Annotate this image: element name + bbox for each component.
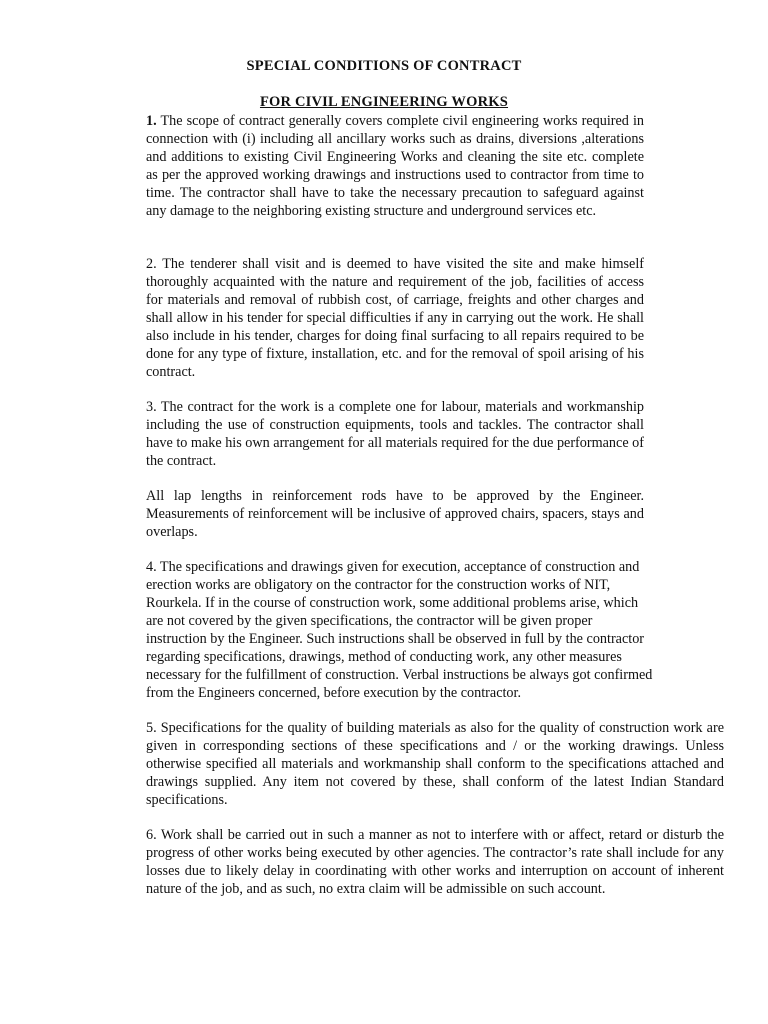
document-title: SPECIAL CONDITIONS OF CONTRACT [246,58,522,74]
paragraph-1-text: The scope of contract generally covers complete civil engineering works required in connection with (i) including all ancillary works such as drains, diversions ,alterations and additions to existing Civil Engineering Works and cleaning the site etc. complete as per the approved working drawings and instructions used to contractor from time to time. The contractor shall have to take the necessary precaution to safeguard against any damage to the neighboring existing structure and underground services etc. [146,113,644,219]
paragraph-5: 5. Specifications for the quality of building materials as also for the quality of construction work are given in corresponding sections of these specifications and / or the working drawings. Unless otherwise specified all materials and workmanship shall conform to the specifications attached and drawings supplied. Any item not covered by these, shall conform of the latest Indian Standard specifications. [146,720,724,808]
paragraph-2: 2. The tenderer shall visit and is deemed to have visited the site and make himself thoroughly acquainted with the nature and requirement of the job, facilities of access for materials and removal of rubbish cost, of carriage, freights and other charges and shall allow in his tender for special difficulties if any in carrying out the work. He shall also include in his tender, charges for doing final surfacing to all repairs required to be done for any type of fixture, installation, etc. and for the removal of spoil arising of his contract. [146,256,644,380]
paragraph-1 [146,112,644,220]
paragraph-3: 3. The contract for the work is a complete one for labour, materials and workmanship including the use of construction equipments, tools and tackles. The contractor shall have to make his own arrangement for all materials required for the due performance of the contract. [146,399,644,469]
paragraph-6: 6. Work shall be carried out in such a manner as not to interfere with or affect, retard or disturb the progress of other works being executed by other agencies. The contractor’s rate shall include for any losses due to likely delay in coordinating with other works and interruption on account of inherent nature of the job, and as such, no extra claim will be admissible on such account. [146,827,724,897]
paragraph-4: 4. The specifications and drawings given for execution, acceptance of construction and erection works are obligatory on the contractor for the construction works of NIT, Rourkela. If in the course of construction work, some additional problems arise, which are not covered by the given specifications, the contractor will be given proper instruction by the Engineer. Such instructions shall be observed in full by the contractor regarding specifications, drawings, method of conducting work, any other measures necessary for the fulfillment of construction. Verbal instructions be always got confirmed from the Engineers concerned, before execution by the contractor. [146,559,653,701]
paragraph-1-number: 1. [146,113,157,129]
paragraph-3-lap-lengths: All lap lengths in reinforcement rods have to be approved by the Engineer. Measurements of reinforcement will be inclusive of approved chairs, spacers, stays and overlaps. [146,488,644,540]
document-subtitle: FOR CIVIL ENGINEERING WORKS [259,94,509,110]
